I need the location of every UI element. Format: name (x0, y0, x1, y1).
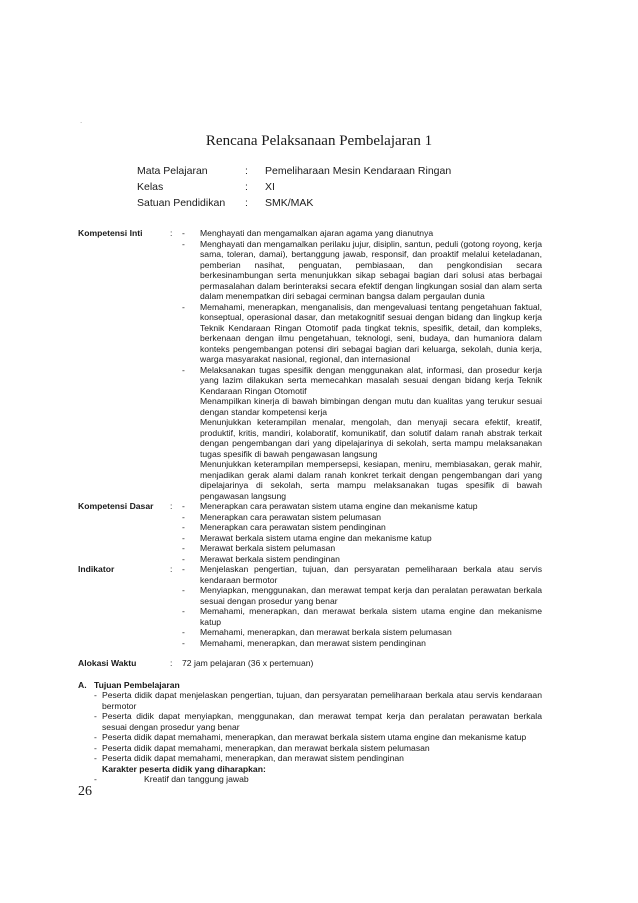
list-item-text: Menghayati dan mengamalkan perilaku jujur, disiplin, santun, peduli (gotong royong, kerja sama, toleran, damai), bertanggung jawab, responsif, dan proaktif melalui keteladanan, pemberian nasihat, penguatan, pembiasaan, dan pengkondisian secara berkesinambungan serta menunjukkan sikap sebagai bagian dari solusi atas berbagai permasalahan dalam berinteraksi secara efektif dengan lingkungan sosial dan alam serta dalam menempatkan diri sebagai cerminan bangsa dalam pergaulan dunia (200, 238, 542, 301)
meta-value: SMK/MAK (265, 197, 314, 209)
bullet-dash: - (94, 732, 97, 742)
list-item (182, 543, 542, 554)
list-item-text: Peserta didik dapat menyiapkan, menggunakan, dan merawat tempat kerja dan peralatan perawatan berkala sesuai dengan prosedur yang benar (102, 711, 542, 732)
bullet-dash: - (182, 301, 185, 312)
bullet-dash: - (94, 774, 97, 784)
section-label: Indikator (78, 564, 115, 574)
section-colon: : (170, 501, 173, 511)
list-item (94, 774, 542, 785)
list-item (182, 228, 542, 239)
bullet-dash: - (94, 711, 97, 721)
bullet-dash: - (182, 364, 185, 375)
bullet-dash: - (94, 690, 97, 700)
section-tujuan (78, 680, 542, 785)
section-indikator (78, 564, 542, 648)
page-title: Rencana Pelaksanaan Pembelajaran 1 (205, 133, 433, 149)
paragraph: Menunjukkan keterampilan mempersepsi, kesiapan, meniru, membiasakan, gerak mahir, menjadikan gerak alami dalam ranah konkret terkait dengan pengembangan dari yang dipelajarinya di sekolah, serta mampu melaksanakan tugas spesifik di bawah pengawasan langsung (200, 459, 542, 501)
section-body (182, 564, 542, 648)
bullet-dash: - (182, 627, 185, 637)
section-value: 72 jam pelajaran (36 x pertemuan) (182, 658, 314, 668)
list-item (94, 753, 542, 764)
list-item (94, 732, 542, 743)
section-colon: : (170, 564, 173, 574)
meta-row-subject (137, 163, 451, 179)
paragraph: Menampilkan kinerja di bawah bimbingan dengan mutu dan kualitas yang terukur sesuai dengan standar kompetensi kerja (200, 396, 542, 417)
list-item-text: Menerapkan cara perawatan sistem pelumasan (200, 511, 382, 522)
list-item-text: Menjelaskan pengertian, tujuan, dan persyaratan pemeliharaan berkala atau servis kendaraan bermotor (200, 564, 542, 585)
section-heading (78, 680, 542, 691)
section-title: Tujuan Pembelajaran (94, 679, 180, 690)
tujuan-list (94, 690, 542, 785)
list-item-text: Peserta didik dapat memahami, menerapkan, dan merawat sistem pendinginan (102, 753, 404, 763)
section-body (182, 228, 542, 501)
paragraph: Menunjukkan keterampilan menalar, mengolah, dan menyaji secara efektif, kreatif, produktif, kritis, mandiri, kolaboratif, komunikatif, dan solutif dalam ranah abstrak terkait dengan pengembangan dari yang dipelajarinya di sekolah, serta mampu melaksanakan tugas spesifik di bawah pengawasan langsung (200, 417, 542, 459)
meta-label: Mata Pelajaran (137, 165, 208, 177)
list-item (182, 638, 542, 649)
list-item-text: Menghayati dan mengamalkan ajaran agama yang dianutnya (200, 228, 434, 238)
list-item (182, 501, 542, 512)
list-item-text: Memahami, menerapkan, dan merawat berkala sistem utama engine dan mekanisme katup (200, 606, 542, 627)
bullet-dash: - (182, 606, 185, 616)
section-kompetensi-dasar (78, 501, 542, 564)
section-colon: : (170, 228, 173, 238)
bullet-dash: - (182, 511, 185, 522)
list-item (182, 302, 542, 365)
karakter-heading: Karakter peserta didik yang diharapkan: (102, 763, 266, 774)
section-body (182, 501, 542, 564)
list-item (182, 585, 542, 606)
bullet-dash: - (94, 753, 97, 763)
section-letter: A. (78, 679, 87, 690)
meta-row-class (137, 179, 451, 195)
list-item-text: Memahami, menerapkan, menganalisis, dan mengevaluasi tentang pengetahuan faktual, konseptual, operasional dasar, dan metakognitif sesuai dengan bidang dan lingkup kerja Teknik Kendaraan Ringan Otomotif pada tingkat teknis, spesifik, detail, dan kompleks, berkenaan dengan ilmu pengetahuan, teknologi, seni, budaya, dan humaniora dalam konteks pengembangan potensi diri sebagai bagian dari keluarga, sekolah, dunia kerja, warga masyarakat nasional, regional, dan internasional (200, 301, 542, 364)
section-label: Alokasi Waktu (78, 658, 137, 668)
list-item (182, 522, 542, 533)
list-item (182, 627, 542, 638)
list-item (182, 512, 542, 523)
document-content (78, 228, 542, 785)
list-item (94, 690, 542, 711)
list-item-text: Merawat berkala sistem pelumasan (200, 543, 336, 553)
list-item-text: Melaksanakan tugas spesifik dengan menggunakan alat, informasi, dan prosedur kerja yang lazim dilakukan serta memecahkan masalah sesuai dengan bidang kerja Teknik Kendaraan Ringan Otomotif (200, 364, 542, 396)
section-kompetensi-inti (78, 228, 542, 501)
bullet-dash: - (182, 637, 185, 648)
list-item-text: Peserta didik dapat menjelaskan pengertian, tujuan, dan persyaratan pemeliharaan berkala atau servis kendaraan bermotor (102, 690, 542, 711)
bullet-dash: - (182, 543, 185, 553)
list-item (94, 743, 542, 754)
bullet-dash: - (182, 501, 185, 511)
page-number: 26 (78, 784, 92, 799)
bullet-dash: - (182, 564, 185, 574)
meta-label: Kelas (137, 181, 164, 193)
section-label: Kompetensi Dasar (78, 501, 154, 511)
list-item-text: Menerapkan cara perawatan sistem utama engine dan mekanisme katup (200, 501, 478, 511)
list-item-text: Peserta didik dapat memahami, menerapkan, dan merawat berkala sistem pelumasan (102, 742, 430, 753)
meta-value: XI (265, 181, 275, 193)
section-label: Kompetensi Inti (78, 228, 143, 238)
list-item (182, 239, 542, 302)
list-item (182, 564, 542, 585)
bullet-dash: - (182, 228, 185, 238)
list-item-text: Menyiapkan, menggunakan, dan merawat tempat kerja dan peralatan perawatan berkala sesuai dengan prosedur yang benar (200, 585, 542, 606)
meta-value: Pemeliharaan Mesin Kendaraan Ringan (265, 165, 452, 177)
meta-row-school (137, 195, 451, 211)
section-colon: : (170, 658, 173, 668)
list-item (182, 533, 542, 544)
list-item (182, 606, 542, 627)
bullet-dash: - (94, 742, 97, 753)
meta-block (137, 163, 451, 211)
section-alokasi-waktu (78, 658, 542, 669)
bullet-dash: - (182, 585, 185, 595)
list-item (94, 711, 542, 732)
bullet-dash: - (182, 553, 185, 564)
list-item-text: Memahami, menerapkan, dan merawat berkala sistem pelumasan (200, 627, 452, 637)
list-item (182, 554, 542, 565)
list-item-text: Peserta didik dapat memahami, menerapkan, dan merawat berkala sistem utama engine dan mekanisme katup (102, 732, 527, 742)
meta-label: Satuan Pendidikan (137, 197, 226, 209)
page-dot: . (80, 116, 83, 125)
list-item-text: Menerapkan cara perawatan sistem pendinginan (200, 522, 386, 532)
bullet-dash: - (182, 532, 185, 543)
meta-colon: : (245, 197, 248, 209)
meta-colon: : (245, 181, 248, 193)
list-item (182, 365, 542, 397)
bullet-dash: - (182, 522, 185, 532)
meta-colon: : (245, 165, 248, 177)
list-item-text: Merawat berkala sistem pendinginan (200, 553, 340, 564)
list-item-text: Kreatif dan tanggung jawab (144, 774, 249, 784)
spacer (78, 648, 542, 658)
bullet-dash: - (182, 238, 185, 249)
list-item-text: Memahami, menerapkan, dan merawat sistem pendinginan (200, 637, 426, 648)
list-item-text: Merawat berkala sistem utama engine dan mekanisme katup (200, 532, 432, 543)
